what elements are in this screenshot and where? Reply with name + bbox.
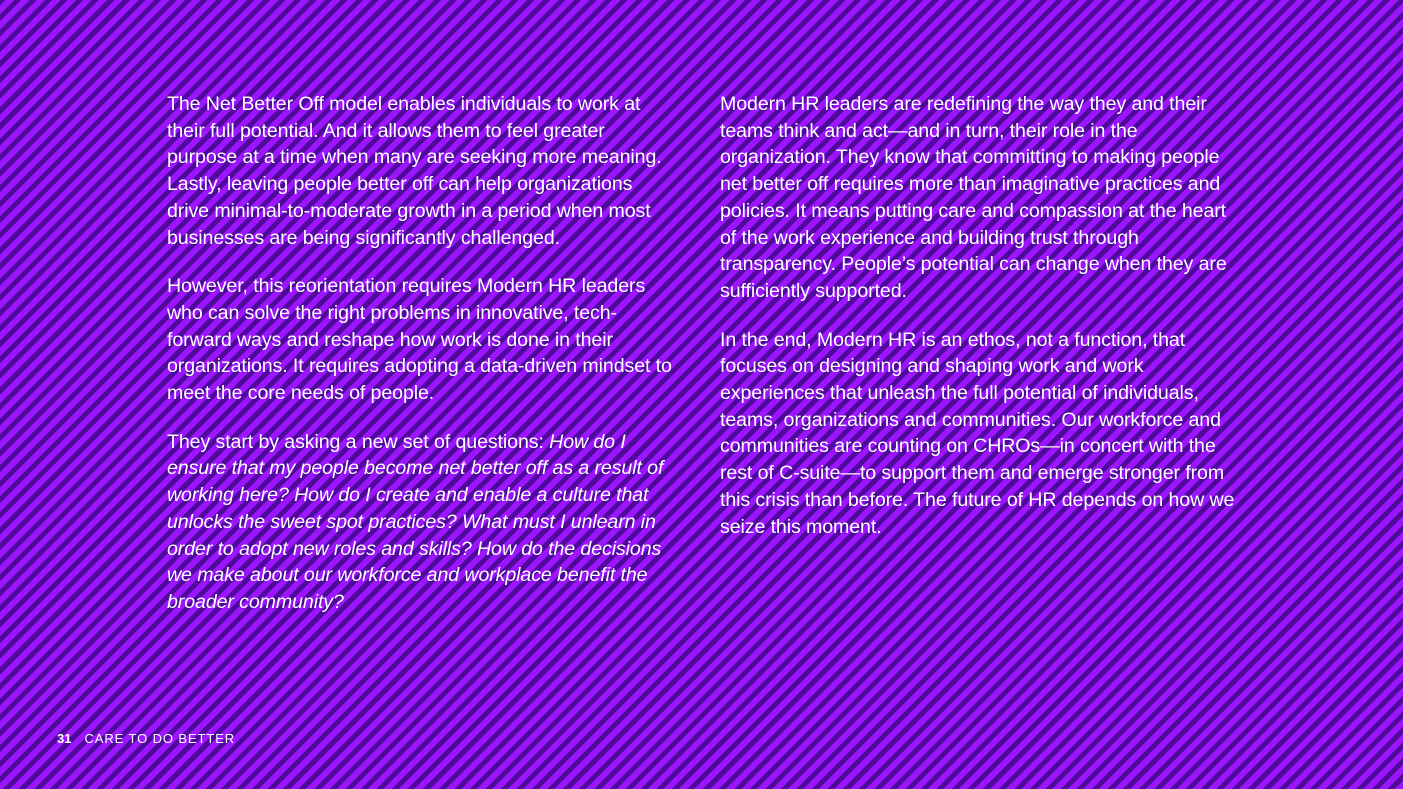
right-paragraph-1: Modern HR leaders are redefining the way they and their teams think and act—and in turn, their role in the organization. They know that committing to making people net better off requires more than imaginative practices and policies. It means putting care and compassion at the heart of the work experience and building trust through transparency. People’s potential can change when they are sufficiently supported. bbox=[720, 93, 1227, 302]
left-paragraph-3 bbox=[167, 429, 677, 616]
right-column bbox=[720, 91, 1240, 562]
left-column bbox=[167, 91, 677, 638]
questions-intro: They start by asking a new set of questions: bbox=[167, 430, 550, 453]
questions-italic: How do I ensure that my people become net better off as a result of working here? How do I create and enable a culture that unlocks the sweet spot practices? What must I unlearn in order to adopt new roles and skills? How do the decisions we make about our workforce and workplace benefit the broader community? bbox=[167, 430, 664, 613]
left-paragraph-1: The Net Better Off model enables individuals to work at their full potential. And it allows them to feel greater purpose at a time when many are seeking more meaning. Lastly, leaving people better off can help organizations drive minimal-to-moderate growth in a period when most businesses are being significantly challenged. bbox=[167, 93, 662, 249]
left-paragraph-2: However, this reorientation requires Modern HR leaders who can solve the right problems in innovative, tech-forward ways and reshape how work is done in their organizations. It requires adopting a data-driven mindset to meet the core needs of people. bbox=[167, 275, 672, 405]
section-title: CARE TO DO BETTER bbox=[84, 731, 236, 746]
right-paragraph-2: In the end, Modern HR is an ethos, not a function, that focuses on designing and shaping work and work experiences that unleash the full potential of individuals, teams, organizations and communities. Our workforce and communities are counting on CHROs—in concert with the rest of C-suite—to support them and emerge stronger from this crisis than before. The future of HR depends on how we seize this moment. bbox=[720, 328, 1235, 538]
page-footer bbox=[57, 731, 235, 747]
page-number: 31 bbox=[57, 731, 72, 746]
